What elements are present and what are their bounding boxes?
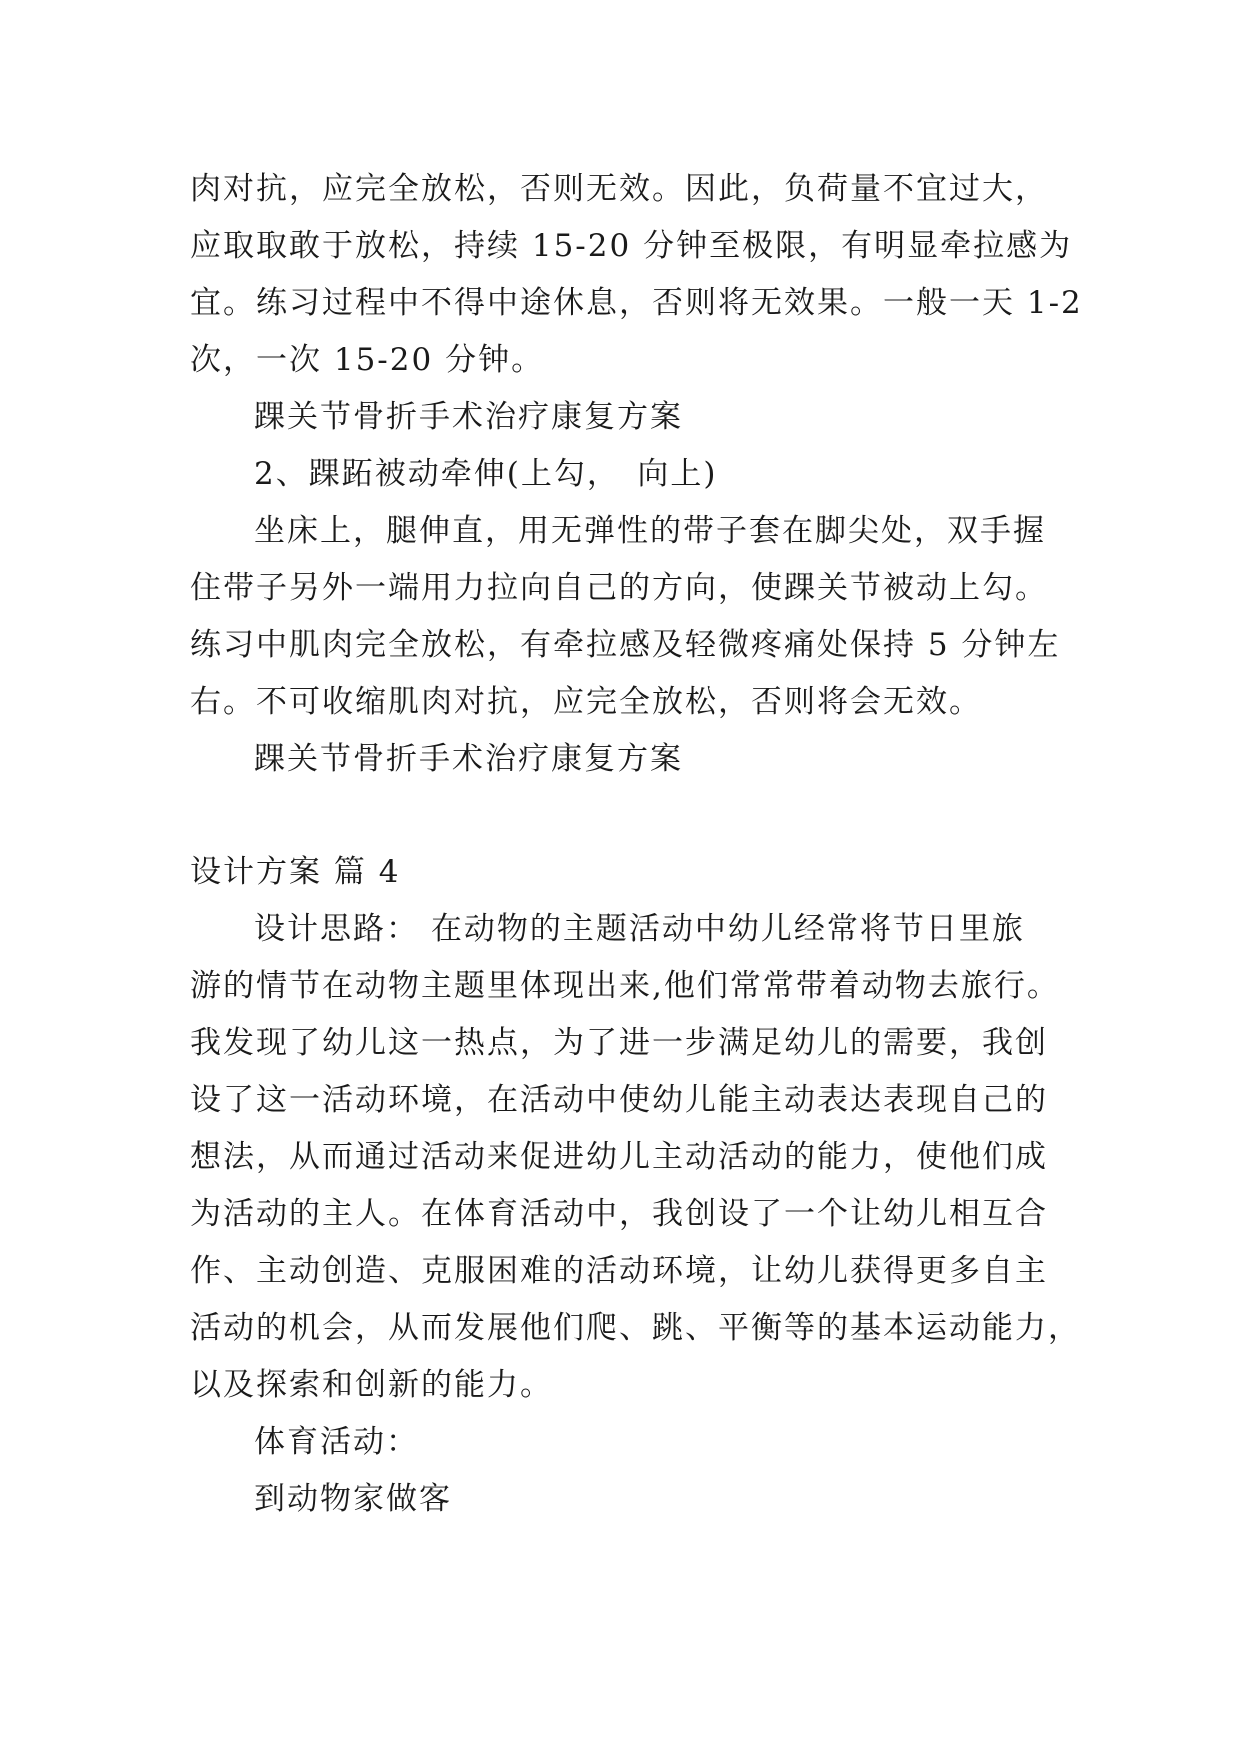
text-line: 以及探索和创新的能力。 [190,1367,553,1403]
activity-title: 到动物家做客 [254,1481,452,1517]
subsection-heading: 2、踝跖被动牵伸(上勾， 向上) [254,456,718,492]
text-line: 游的情节在动物主题里体现出来,他们常常带着动物去旅行。 [190,968,1060,1004]
text-line: 次，一次 15-20 分钟。 [190,342,545,378]
text-line: 练习中肌肉完全放松，有牵拉感及轻微疼痛处保持 5 分钟左 [190,627,1061,663]
text-line: 我发现了幼儿这一热点，为了进一步满足幼儿的需要，我创 [190,1025,1048,1061]
text-line: 坐床上，腿伸直，用无弹性的带子套在脚尖处，双手握 [254,513,1046,549]
text-line: 肉对抗，应完全放松，否则无效。因此，负荷量不宜过大， [190,171,1048,207]
text-line: 活动的机会，从而发展他们爬、跳、平衡等的基本运动能力， [190,1310,1081,1346]
text-line: 设计思路： 在动物的主题活动中幼儿经常将节日里旅 [254,911,1025,947]
text-line: 右。不可收缩肌肉对抗，应完全放松，否则将会无效。 [190,684,982,720]
text-line: 应取取敢于放松，持续 15-20 分钟至极限，有明显牵拉感为 [190,228,1073,264]
activity-label: 体育活动： [254,1424,419,1460]
text-line: 作、主动创造、克服困难的活动环境，让幼儿获得更多自主 [190,1253,1048,1289]
text-line: 想法，从而通过活动来促进幼儿主动活动的能力，使他们成 [190,1139,1048,1175]
section-heading: 踝关节骨折手术治疗康复方案 [254,741,683,777]
section-heading: 踝关节骨折手术治疗康复方案 [254,399,683,435]
text-line: 设了这一活动环境，在活动中使幼儿能主动表达表现自己的 [190,1082,1048,1118]
text-line: 住带子另外一端用力拉向自己的方向，使踝关节被动上勾。 [190,570,1048,606]
text-line: 宜。练习过程中不得中途休息，否则将无效果。一般一天 1-2 [190,285,1083,321]
text-line: 为活动的主人。在体育活动中，我创设了一个让幼儿相互合 [190,1196,1048,1232]
article-heading: 设计方案 篇 4 [190,854,401,890]
